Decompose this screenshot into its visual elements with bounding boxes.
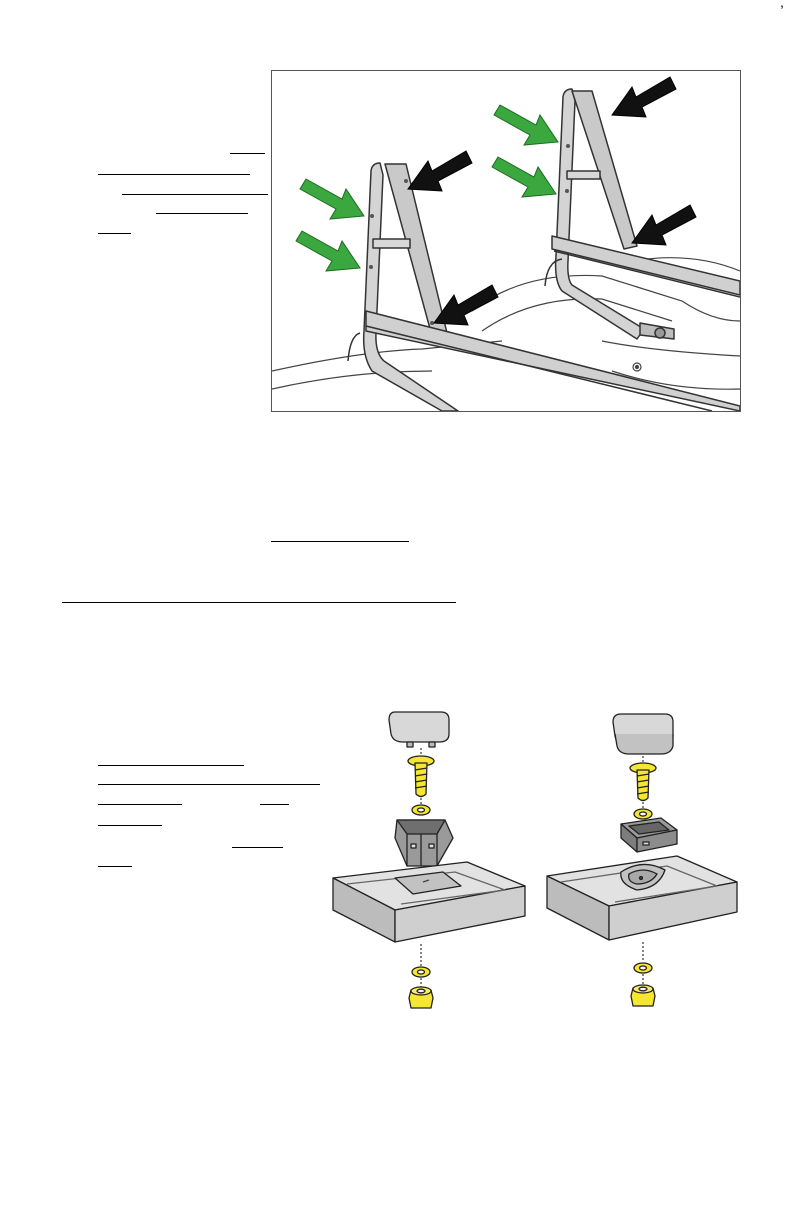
- redacted-line: [98, 825, 162, 826]
- redacted-line: [260, 804, 289, 805]
- block-left: [333, 862, 525, 942]
- redacted-line: [98, 866, 132, 867]
- right-frame: [545, 89, 740, 339]
- redacted-line: [122, 194, 268, 195]
- washer-icon: [634, 963, 652, 973]
- frame-figure: [271, 70, 741, 412]
- cap-icon: [389, 712, 449, 747]
- left-assembly: [333, 712, 525, 1008]
- left-frame: [348, 163, 740, 411]
- frame-illustration: [272, 71, 740, 411]
- screw-icon: [408, 756, 434, 797]
- washer-icon: [412, 967, 430, 977]
- right-assembly: [547, 714, 737, 1006]
- section-divider-line: [62, 602, 456, 603]
- redacted-line: [98, 765, 244, 766]
- redacted-line: [98, 784, 320, 785]
- redacted-line: [98, 233, 131, 234]
- redacted-line: [232, 847, 283, 848]
- washer-icon: [634, 809, 652, 819]
- cap-icon: [613, 714, 673, 754]
- redacted-line: [271, 541, 409, 542]
- washer-icon: [412, 805, 430, 815]
- black-arrow-icon: [408, 77, 696, 325]
- mounts-figure: [325, 706, 745, 1016]
- screw-icon: [630, 763, 656, 801]
- cup-icon: [395, 820, 453, 866]
- block-right: [547, 856, 737, 940]
- redacted-line: [230, 153, 265, 154]
- page-marker: ,: [780, 0, 784, 10]
- mounts-illustration: [325, 706, 745, 1016]
- nut-icon: [631, 985, 655, 1006]
- nut-icon: [409, 987, 433, 1008]
- cup-icon: [621, 818, 677, 852]
- redacted-line: [98, 804, 182, 805]
- redacted-line: [98, 174, 250, 175]
- redacted-line: [156, 213, 248, 214]
